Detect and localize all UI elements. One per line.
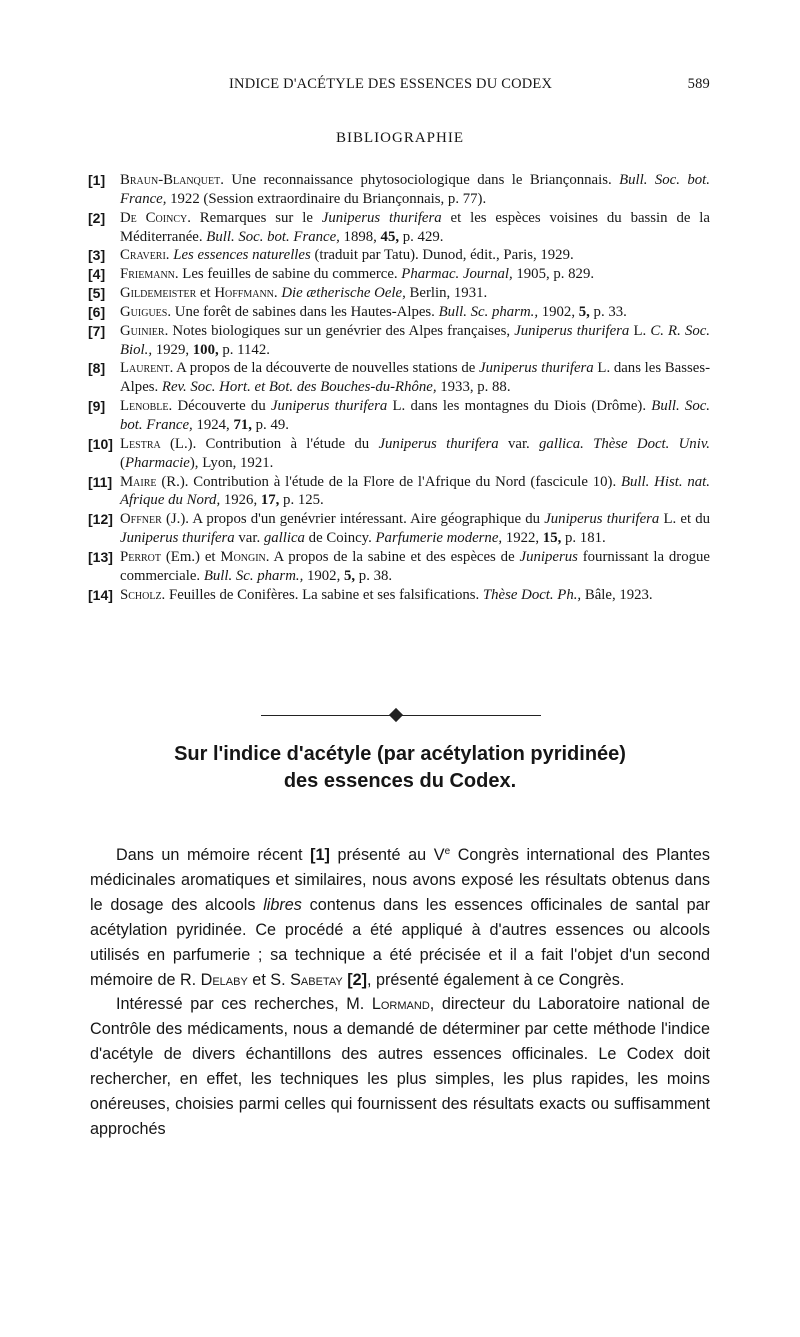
bib-species: Juniperus thurifera xyxy=(479,360,594,377)
bib-text: 1898, xyxy=(339,228,381,245)
bib-text: A propos de la découverte de nouvelles stations de xyxy=(173,360,480,377)
bib-number: [7] xyxy=(88,322,106,339)
bib-text: Remarques sur le xyxy=(190,209,322,226)
bib-faculty: Pharmacie xyxy=(124,454,190,471)
running-title: INDICE D'ACÉTYLE DES ESSENCES DU CODEX xyxy=(229,76,553,92)
bib-text: ), Lyon, 1921. xyxy=(189,454,274,471)
bib-text: (R.). Contribution à l'étude de la Flore de l'Afrique du Nord (fascicule 10). xyxy=(156,473,621,490)
bib-journal: Bull. Sc. pharm., xyxy=(203,567,304,584)
bib-text: 1902, xyxy=(303,567,344,584)
section-separator xyxy=(261,708,541,722)
bib-journal: Parfumerie moderne, xyxy=(375,530,503,547)
bib-entry xyxy=(88,209,710,247)
bib-text: et xyxy=(196,285,215,302)
bib-journal: Bull. Soc. bot. France, xyxy=(206,228,340,245)
bib-entry xyxy=(88,397,710,435)
bib-text: Découverte du xyxy=(172,398,271,415)
article-title xyxy=(0,741,800,795)
bib-entry xyxy=(88,435,710,473)
bib-author: Friemann. xyxy=(120,266,179,283)
bib-text: 1924, xyxy=(192,416,234,433)
bib-text: (L.). Contribution à l'étude du xyxy=(160,435,379,452)
bib-text: Les feuilles de sabine du commerce. xyxy=(178,266,402,283)
bib-species: Juniperus thurifera xyxy=(120,530,235,547)
superscript: e xyxy=(444,846,451,857)
page-number: 589 xyxy=(687,76,710,92)
bib-volume: 5, xyxy=(578,303,590,320)
paragraph xyxy=(90,843,710,992)
bib-journal: Rev. Soc. Hort. et Bot. des Bouches-du-Rhône, xyxy=(161,379,437,396)
bib-author: Craveri. xyxy=(120,247,170,264)
bib-author: Guigues. xyxy=(120,303,172,320)
running-header xyxy=(229,76,710,96)
bib-author: Mongin. xyxy=(220,548,270,565)
person-name: Lormand xyxy=(371,995,430,1014)
bib-text: p. 38. xyxy=(355,567,393,584)
bib-entry xyxy=(88,171,710,209)
bib-text: A propos de la sabine et des espèces de xyxy=(269,548,520,565)
bib-number: [2] xyxy=(88,209,106,226)
bib-text: Une forêt de sabines dans les Hautes-Alpes. xyxy=(171,303,439,320)
body-text: Dans un mémoire récent xyxy=(116,846,311,864)
bib-text: L. et du xyxy=(659,511,711,528)
body-text: , présenté également à ce Congrès. xyxy=(366,970,625,989)
bib-journal: Bull. Hist. nat. Afrique du Nord, xyxy=(120,473,710,509)
body-text: Intéressé par ces recherches, M. xyxy=(116,995,372,1014)
bib-text: p. 33. xyxy=(589,303,627,320)
bib-author: Scholz. xyxy=(120,586,166,603)
bib-text: Une reconnaissance phytosociologique dans le Briançonnais. xyxy=(223,172,620,188)
bib-journal: C. R. Soc. Biol., xyxy=(120,322,711,358)
bib-journal: Bull. Soc. bot. France, xyxy=(120,398,710,433)
bib-text: Notes biologiques sur un genévrier des Alpes françaises, xyxy=(168,322,515,339)
bib-number: [6] xyxy=(88,303,106,320)
bib-entry xyxy=(88,548,710,586)
bib-number: [1] xyxy=(88,172,106,188)
body-text: Congrès international des Plantes médicinales aromatiques et similaires, nous avons exposé les résultats obtenus dans le dosage des alcools xyxy=(90,846,710,914)
bib-text: Feuilles de Conifères. La sabine et ses falsifications. xyxy=(165,586,483,603)
bib-species: Juniperus thurifera xyxy=(270,398,388,415)
bib-author: Laurent. xyxy=(120,360,174,377)
bib-number: [3] xyxy=(88,247,106,264)
bib-species: Juniperus thurifera xyxy=(321,209,442,226)
bib-number: [13] xyxy=(88,548,113,565)
bib-volume: 45, xyxy=(380,228,400,245)
person-name: Delaby xyxy=(200,970,248,989)
bib-text: Bâle, 1923. xyxy=(581,586,653,603)
body-text: , directeur du Laboratoire national de Contrôle des médicaments, nous a demandé de déterminer par cette méthode l'indice d'acétyle de divers échantillons des autres essences officinales. Le Codex doit rechercher, en effet, les techniques les plus simples, les plus rapides, les moins onéreuses, choisies parmi celles qui fournissent des résultats exacts ou suffisamment approchés xyxy=(90,995,710,1138)
bib-thesis: gallica. Thèse Doct. Univ. xyxy=(539,435,710,452)
bib-number: [12] xyxy=(88,511,113,528)
bib-text: p. 125. xyxy=(279,492,324,509)
bib-author: Maire xyxy=(120,473,157,490)
bib-entry xyxy=(88,246,710,265)
article-title-line-1: Sur l'indice d'acétyle (par acétylation pyridinée) xyxy=(174,743,626,765)
bib-text: p. 49. xyxy=(251,416,289,433)
bib-number: [8] xyxy=(88,360,106,377)
paragraph xyxy=(90,992,710,1141)
bib-author: Perrot xyxy=(120,548,162,565)
bib-entry xyxy=(88,265,710,284)
bib-text: 1929, xyxy=(152,341,193,358)
article-title-line-2: des essences du Codex. xyxy=(283,770,517,792)
bib-text: var. xyxy=(498,435,540,452)
bib-text: p. 1142. xyxy=(218,341,270,358)
bib-text: (Em.) et xyxy=(161,548,221,565)
bib-number: [11] xyxy=(88,473,113,490)
bib-text: 1926, xyxy=(220,492,261,509)
bib-species: Juniperus thurifera xyxy=(378,435,499,452)
bib-author: Gildemeister xyxy=(120,285,197,302)
bibliography-heading: BIBLIOGRAPHIE xyxy=(336,130,464,146)
body-text: contenus dans les essences officinales de santal par acétylation pyridinée. Ce procédé a été appliqué à d'autres essences ou alcools utilisés en parfumerie ; sa technique a été précisée et il a fait l'objet d'un second mémoire de R. xyxy=(90,895,710,989)
person-name: Sabetay xyxy=(290,970,343,989)
bib-author: De Coincy. xyxy=(120,209,191,226)
bib-author: Hoffmann. xyxy=(214,285,278,302)
bib-number: [14] xyxy=(88,586,113,603)
bib-volume: 17, xyxy=(260,492,280,509)
bib-entry xyxy=(88,359,710,397)
bib-thesis: Thèse Doct. Ph., xyxy=(482,586,582,603)
bib-text: 1922, xyxy=(502,530,543,547)
bib-text: (J.). A propos d'un genévrier intéressant. Aire géographique du xyxy=(161,511,545,528)
bib-text: 1905, p. 829. xyxy=(512,266,595,283)
bib-author: Lestra xyxy=(120,435,161,452)
bib-text: L. dans les montagnes du Diois (Drôme). xyxy=(387,398,652,415)
bib-entry xyxy=(88,473,710,511)
bib-number: [9] xyxy=(88,398,106,415)
bib-text: fournissant la drogue commerciale. xyxy=(120,548,710,584)
bib-author: Guinier. xyxy=(120,322,169,339)
bib-text: et les espèces voisines du bassin de la Méditerranée. xyxy=(120,209,710,245)
bib-text: p. 181. xyxy=(561,530,606,547)
bib-number: [4] xyxy=(88,266,106,283)
bib-author: Offner xyxy=(120,511,162,528)
bib-author: Lenoble. xyxy=(120,398,173,415)
bib-text: Berlin, 1931. xyxy=(405,285,488,302)
bib-entry xyxy=(88,586,710,605)
bib-volume: 5, xyxy=(343,567,356,584)
bib-entry xyxy=(88,322,710,360)
diamond-ornament-icon xyxy=(389,708,403,722)
bib-text: p. 429. xyxy=(399,228,444,245)
bib-text: var. xyxy=(234,530,264,547)
bib-title: Les essences naturelles xyxy=(173,247,311,264)
body-emphasis: libres xyxy=(263,895,302,914)
bib-journal: Pharmac. Journal, xyxy=(401,266,513,283)
bib-volume: 100, xyxy=(192,341,219,358)
article-body xyxy=(90,843,710,1142)
bib-entry xyxy=(88,284,710,303)
bib-journal: Bull. Sc. pharm., xyxy=(438,303,539,320)
bib-volume: 71, xyxy=(233,416,252,433)
citation-ref: [1] xyxy=(310,846,330,864)
bib-text: ( xyxy=(120,454,125,471)
bib-text: L. xyxy=(629,322,651,339)
bib-genus: Juniperus xyxy=(519,548,578,565)
bibliography-list xyxy=(88,171,710,604)
bib-text: 1933, p. 88. xyxy=(436,379,511,396)
bib-text: L. dans les Basses-Alpes. xyxy=(120,360,711,396)
body-text: et S. xyxy=(247,970,291,989)
bib-entry xyxy=(88,510,710,548)
bib-journal: Bull. Soc. bot. France, xyxy=(120,172,710,207)
bib-species: Juniperus thurifera xyxy=(544,511,660,528)
bib-number: [5] xyxy=(88,285,106,302)
bib-species: Juniperus thurifera xyxy=(514,322,630,339)
bib-entry xyxy=(88,303,710,322)
bib-text: (traduit par Tatu). Dunod, édit., Paris, 1929. xyxy=(310,247,574,264)
body-text: présenté au V xyxy=(329,846,445,864)
citation-ref: [2] xyxy=(347,970,367,989)
bib-volume: 15, xyxy=(542,530,562,547)
bib-title: Die ætherische Oele, xyxy=(281,285,406,302)
bib-text: de Coincy. xyxy=(304,530,376,547)
bib-variety: gallica xyxy=(263,530,305,547)
bib-number: [10] xyxy=(88,435,113,452)
bib-author: Braun-Blanquet. xyxy=(120,172,224,188)
bib-text: 1902, xyxy=(538,303,579,320)
bib-text: 1922 (Session extraordinaire du Briançonnais, p. 77). xyxy=(166,190,487,207)
